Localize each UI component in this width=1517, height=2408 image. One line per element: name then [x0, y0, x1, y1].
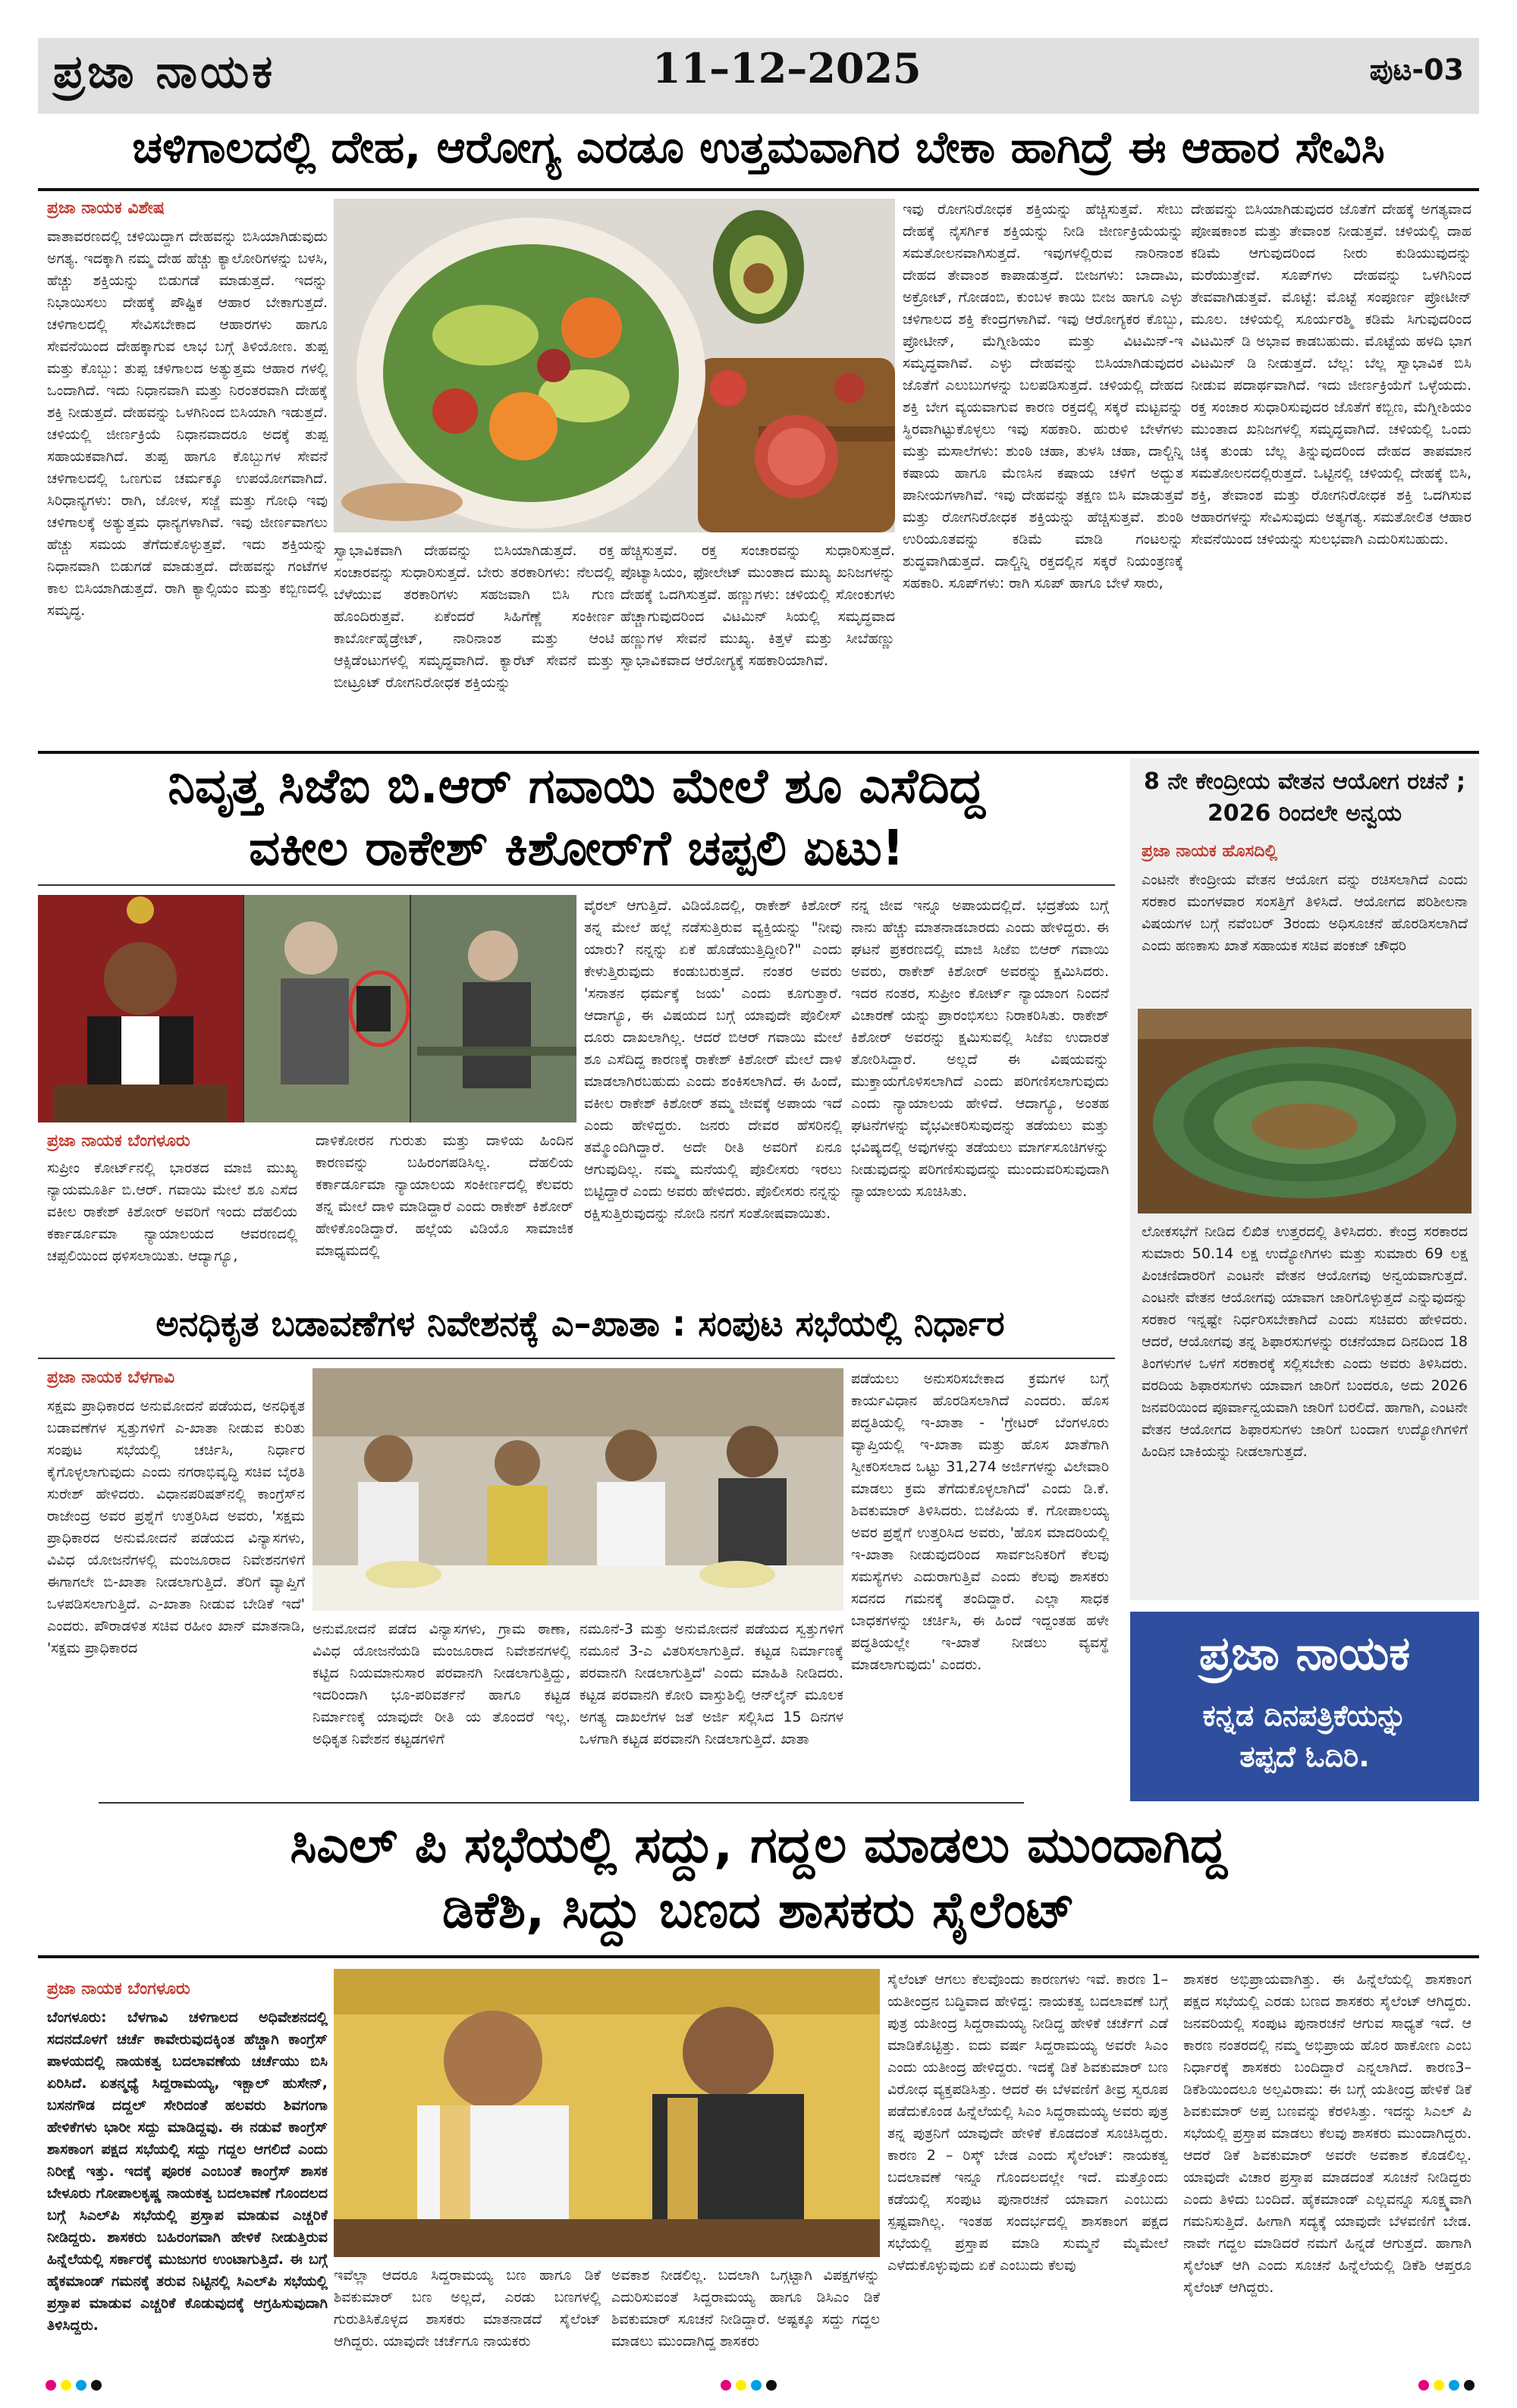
- sidebar-paragraph-1: ಎಂಟನೇ ಕೇಂದ್ರೀಯ ವೇತನ ಆಯೋಗ ವನ್ನು ರಚಿಸಲಾಗಿದೆ ಎಂದು ಸರಕಾರ ಮಂಗಳವಾರ ಸಂಸತ್ತಿಗೆ ತಿಳಿಸಿದೆ. ಆಯೋಗದ ಪರಿಶೀಲನಾ ವಿಷಯಗಳ ಬಗ್ಗೆ ನವೆಂಬರ್ 3ರಂದು ಅಧಿಸೂಚನೆ ಹೊರಡಿಸಲಾಗಿದೆ ಎಂದು ಹಣಕಾಸು ಖಾತೆ ಸಹಾಯಕ ಸಚಿವ ಪಂಕಜ್ ಚೌಧರಿ: [1142, 871, 1468, 954]
- story4-photo-leaders: [334, 1969, 880, 2257]
- story4-headline-line2: ಡಿಕೆಶಿ, ಸಿದ್ದು ಬಣದ ಶಾಸಕರು ಸೈಲೆಂಟ್: [441, 1881, 1075, 1939]
- newspaper-name: ಪ್ರಜಾ ನಾಯಕ: [53, 46, 276, 99]
- story1-column-3: ಹೆಚ್ಚಿಸುತ್ತವೆ. ರಕ್ತ ಸಂಚಾರವನ್ನು ಸುಧಾರಿಸುತ್ತದೆ. ಪೊಟ್ಯಾಸಿಯಂ, ಫೋಲೇಟ್ ಮುಂತಾದ ಮುಖ್ಯ ಖನಿಜಗಳನ್ನು ದೇಹಕ್ಕೆ ಒದಗಿಸುತ್ತವೆ. ಹಣ್ಣುಗಳು: ಚಳಿಯಲ್ಲಿ ಸೋಂಕುಗಳು ಹೆಚ್ಚಾಗುವುದರಿಂದ ವಿಟಮಿನ್ ಸಿಯಲ್ಲಿ ಸಮೃದ್ಧವಾದ ಹಣ್ಣುಗಳ ಸೇವನೆ ಮುಖ್ಯ. ಕಿತ್ತಳೆ ಮತ್ತು ಸೀಬೆಹಣ್ಣು ಸ್ವಾಭಾವಿಕವಾದ ಆರೋಗ್ಯಕ್ಕೆ ಸಹಕಾರಿಯಾಗಿವೆ.: [620, 542, 895, 669]
- story3-column-1: ಸಕ್ಷಮ ಪ್ರಾಧಿಕಾರದ ಅನುಮೋದನೆ ಪಡೆಯದ, ಅನಧಿಕೃತ ಬಡಾವಣೆಗಳ ಸ್ವತ್ತುಗಳಿಗೆ ಎ-ಖಾತಾ ನೀಡುವ ಕುರಿತು ಸಂಪುಟ ಸಭೆಯಲ್ಲಿ ಚರ್ಚಿಸಿ, ನಿರ್ಧಾರ ಕೈಗೊಳ್ಳಲಾಗುವುದು ಎಂದು ನಗರಾಭಿವೃದ್ಧಿ ಸಚಿವ ಬೈರತಿ ಸುರೇಶ್ ಹೇಳಿದರು. ವಿಧಾನಪರಿಷತ್‌ನಲ್ಲಿ ಕಾಂಗ್ರೆಸ್‌ನ ರಾಜೇಂದ್ರ ಅವರ ಪ್ರಶ್ನೆಗೆ ಉತ್ತರಿಸಿದ ಅವರು, 'ಸಕ್ಷಮ ಪ್ರಾಧಿಕಾರದ ಅನುಮೋದನೆ ಪಡೆಯದ ವಿನ್ಯಾಸಗಳು, ವಿವಿಧ ಯೋಜನೆಗಳಲ್ಲಿ ಮಂಜೂರಾದ ನಿವೇಶನಗಳಿಗೆ ಈಗಾಗಲೇ ಬಿ-ಖಾತಾ ನೀಡಲಾಗುತ್ತಿದೆ. ತೆರಿಗೆ ವ್ಯಾಪ್ತಿಗೆ ಒಳಪಡಿಸಲಾಗುತ್ತಿದೆ. ಎ-ಖಾತಾ ನೀಡುವ ಬೇಡಿಕೆ ಇದೆ' ಎಂದರು. ಪೌರಾಡಳಿತ ಸಚಿವ ರಹೀಂ ಖಾನ್ ಮಾತನಾಡಿ, 'ಸಕ್ಷಮ ಪ್ರಾಧಿಕಾರದ: [47, 1398, 305, 1656]
- story3-headline: ಅನಧಿಕೃತ ಬಡಾವಣೆಗಳ ನಿವೇಶನಕ್ಕೆ ಎ–ಖಾತಾ : ಸಂಪುಟ ಸಭೆಯಲ್ಲಿ ನಿರ್ಧಾರ: [155, 1303, 1005, 1344]
- story3-column-2: ಅನುಮೋದನೆ ಪಡೆದ ವಿನ್ಯಾಸಗಳು, ಗ್ರಾಮ ಠಾಣಾ, ವಿವಿಧ ಯೋಜನೆಯಡಿ ಮಂಜೂರಾದ ನಿವೇಶನಗಳಲ್ಲಿ ಕಟ್ಟಿದ ನಿಯಮಾನುಸಾರ ಪರವಾನಗಿ ನೀಡಲಾಗುತ್ತಿದ್ದು, ಇದರಿಂದಾಗಿ ಭೂ-ಪರಿವರ್ತನೆ ಹಾಗೂ ಕಟ್ಟಡ ನಿರ್ಮಾಣಕ್ಕೆ ಯಾವುದೇ ರೀತಿ ಯ ತೊಂದರೆ ಇಲ್ಲ. ಅಧಿಕೃತ ನಿವೇಶನ ಕಟ್ಟಡಗಳಿಗೆ: [313, 1621, 570, 1747]
- promo-title: ಪ್ರಜಾ ನಾಯಕ: [1198, 1625, 1411, 1681]
- story1-column-2: ಸ್ವಾಭಾವಿಕವಾಗಿ ದೇಹವನ್ನು ಬಿಸಿಯಾಗಿಡುತ್ತದೆ. ರಕ್ತ ಸಂಚಾರವನ್ನು ಸುಧಾರಿಸುತ್ತದೆ. ಬೇರು ತರಕಾರಿಗಳು: ನೆಲದಲ್ಲಿ ಬೆಳೆಯುವ ತರಕಾರಿಗಳು ಸಹಜವಾಗಿ ಬಿಸಿ ಗುಣ ಹೊಂದಿರುತ್ತವೆ. ಏಕೆಂದರೆ ಸಿಹಿಗೆಣ್ಣೆ ಸಂಕೀರ್ಣ ಕಾರ್ಬೋಹೈಡ್ರೇಟ್, ನಾರಿನಾಂಶ ಮತ್ತು ಆಂಟಿ ಆಕ್ಸಿಡೆಂಟುಗಳಲ್ಲಿ ಸಮೃದ್ಧವಾಗಿದೆ. ಕ್ಯಾರೆಟ್ ಸೇವನೆ ಮತ್ತು ಬೀಟ್ರೂಟ್ ರೋಗನಿರೋಧಕ ಶಕ್ತಿಯನ್ನು: [334, 542, 614, 691]
- divider: [99, 1802, 1024, 1804]
- story1-column-5: ದೇಹವನ್ನು ಬಿಸಿಯಾಗಿಡುವುದರ ಜೊತೆಗೆ ದೇಹಕ್ಕೆ ಅಗತ್ಯವಾದ ಪೋಷಕಾಂಶ ಮತ್ತು ತೇವಾಂಶ ನೀಡುತ್ತವೆ. ಚಳಿಯಲ್ಲಿ ದಾಹ ಕಡಿಮೆ ಆಗುವುದರಿಂದ ನೀರು ಕುಡಿಯುವುದನ್ನು ಮರೆಯುತ್ತೇವೆ. ಸೂಪ್‌ಗಳು ದೇಹವನ್ನು ಒಳಗಿನಿಂದ ತೇವವಾಗಿಡುತ್ತವೆ. ಮೊಟ್ಟೆ: ಮೊಟ್ಟೆ ಸಂಪೂರ್ಣ ಪ್ರೋಟೀನ್ ಮೂಲ. ಚಳಿಯಲ್ಲಿ ಸೂರ್ಯರಶ್ಮಿ ಕಡಿಮೆ ಸಿಗುವುದರಿಂದ ವಿಟಮಿನ್ ಡಿ ಅಭಾವ ಕಾಡಬಹುದು. ಮೊಟ್ಟೆಯ ಹಳದಿ ಭಾಗ ವಿಟಮಿನ್ ಡಿ ನೀಡುತ್ತದೆ. ಬೆಲ್ಲ: ಬೆಲ್ಲ ಸ್ವಾಭಾವಿಕ ಬಿಸಿ ನೀಡುವ ಪದಾರ್ಥವಾಗಿದೆ. ಇದು ಜೀರ್ಣಕ್ರಿಯೆಗೆ ಒಳ್ಳೆಯದು. ರಕ್ತ ಸಂಚಾರ ಸುಧಾರಿಸುವುದರ ಜೊತೆಗೆ ಕಬ್ಬಿಣ, ಮೆಗ್ನೀಶಿಯಂ ಮುಂತಾದ ಖನಿಜಗಳಲ್ಲಿ ಸಮೃದ್ಧವಾಗಿದೆ. ಚಳಿಯಲ್ಲಿ ಒಂದು ಚಿಕ್ಕ ತುಂಡು ಬೆಲ್ಲ ತಿನ್ನುವುದರಿಂದ ದೇಹದ ತಾಪಮಾನ ಸಮತೋಲನದಲ್ಲಿರುತ್ತದೆ. ಒಟ್ಟಿನಲ್ಲಿ ಚಳಿಯಲ್ಲಿ ದೇಹಕ್ಕೆ ಬಿಸಿ, ಶಕ್ತಿ, ತೇವಾಂಶ ಮತ್ತು ರೋಗನಿರೋಧಕ ಶಕ್ತಿ ಒದಗಿಸುವ ಆಹಾರಗಳನ್ನು ಸೇವಿಸುವುದು ಅತ್ಯಗತ್ಯ. ಸಮತೋಲಿತ ಆಹಾರ ಸೇವನೆಯಿಂದ ಚಳಿಯನ್ನು ಸುಲಭವಾಗಿ ಎದುರಿಸಬಹುದು.: [1191, 201, 1471, 548]
- masthead: [38, 38, 1479, 114]
- story4-column-4: ಸೈಲೆಂಟ್ ಆಗಲು ಕೆಲವೊಂದು ಕಾರಣಗಳು ಇವೆ. ಕಾರಣ 1– ಯತೀಂದ್ರನ ಬದ್ಧಿವಾದ ಹೇಳಿದ್ದ: ನಾಯಕತ್ವ ಬದಲಾವಣೆ ಬಗ್ಗೆ ಪುತ್ರ ಯತೀಂದ್ರ ಸಿದ್ದರಾಮಯ್ಯ ನೀಡಿದ್ದ ಹೇಳಿಕೆ ಚರ್ಚೆಗೆ ಎಡೆ ಮಾಡಿಕೊಟ್ಟಿತ್ತು. ಐದು ವರ್ಷ ಸಿದ್ದರಾಮಯ್ಯ ಅವರೇ ಸಿಎಂ ಎಂದು ಯತೀಂದ್ರ ಹೇಳಿದ್ದರು. ಇದಕ್ಕೆ ಡಿಕೆ ಶಿವಕುಮಾರ್ ಬಣ ವಿರೋಧ ವ್ಯಕ್ತಪಡಿಸಿತ್ತು. ಆದರೆ ಈ ಬೆಳವಣಿಗೆ ತೀವ್ರ ಸ್ವರೂಪ ಪಡೆದುಕೊಂಡ ಹಿನ್ನೆಲೆಯಲ್ಲಿ ಸಿಎಂ ಸಿದ್ದರಾಮಯ್ಯ ಅವರು ಪುತ್ರ ತನ್ನ ಪುತ್ರನಿಗೆ ಯಾವುದೇ ಹೇಳಿಕೆ ಕೊಡದಂತೆ ಸೂಚಿಸಿದ್ದರು. ಕಾರಣ 2 – ರಿಸ್ಕ್ ಬೇಡ ಎಂದು ಸೈಲೆಂಟ್: ನಾಯಕತ್ವ ಬದಲಾವಣೆ ಇನ್ನೂ ಗೊಂದಲದಲ್ಲೇ ಇದೆ. ಮತ್ತೊಂದು ಕಡೆಯಲ್ಲಿ ಸಂಪುಟ ಪುನಾರಚನೆ ಯಾವಾಗ ಎಂಬುದು ಸ್ಪಷ್ಟವಾಗಿಲ್ಲ. ಇಂತಹ ಸಂದರ್ಭದಲ್ಲಿ ಶಾಸಕಾಂಗ ಪಕ್ಷದ ಸಭೆಯಲ್ಲಿ ಪ್ರಸ್ತಾಪ ಮಾಡಿ ಸುಮ್ಮನೆ ಮೈಮೇಲೆ ಎಳೆದುಕೊಳ್ಳುವುದು ಏಕೆ ಎಂಬುದು ಕೆಲವು: [887, 1971, 1168, 2274]
- sidebar-byline: ಪ್ರಜಾ ನಾಯಕ ಹೊಸದಿಲ್ಲಿ: [1142, 842, 1278, 861]
- story2-photo-collage: [38, 895, 576, 1122]
- sidebar-photo-parliament: [1138, 1009, 1471, 1213]
- story1-headline: ಚಳಿಗಾಲದಲ್ಲಿ ದೇಹ, ಆರೋಗ್ಯ ಎರಡೂ ಉತ್ತಮವಾಗಿರ ಬೇಕಾ ಹಾಗಿದ್ರೆ ಈ ಆಹಾರ ಸೇವಿಸಿ: [132, 121, 1385, 173]
- story1-column-4: ಇವು ರೋಗನಿರೋಧಕ ಶಕ್ತಿಯನ್ನು ಹೆಚ್ಚಿಸುತ್ತವೆ. ಸೇಬು ದೇಹಕ್ಕೆ ನೈಸರ್ಗಿಕ ಶಕ್ತಿಯನ್ನು ನೀಡಿ ಜೀರ್ಣಕ್ರಿಯೆಯನ್ನು ಸಮತೋಲನವಾಗಿಸುತ್ತದೆ. ಇವುಗಳಲ್ಲಿರುವ ನಾರಿನಾಂಶ ದೇಹದ ತೇವಾಂಶ ಕಾಪಾಡುತ್ತದೆ. ಬೀಜಗಳು: ಬಾದಾಮಿ, ಅಕ್ರೋಟ್, ಗೋಡಂಬಿ, ಕುಂಬಳ ಕಾಯಿ ಬೀಜ ಹಾಗೂ ಎಳ್ಳು ಚಳಿಗಾಲದ ಶಕ್ತಿ ಕೇಂದ್ರಗಳಾಗಿವೆ. ಇವು ಆರೋಗ್ಯಕರ ಕೊಬ್ಬು, ಪ್ರೋಟೀನ್, ಮೆಗ್ನೀಶಿಯಂ ಮತ್ತು ವಿಟಮಿನ್-ಇ ಸಮೃದ್ಧವಾಗಿವೆ. ಎಳ್ಳು ದೇಹವನ್ನು ಬಿಸಿಯಾಗಿಡುವುದರ ಜೊತೆಗೆ ಎಲುಬುಗಳನ್ನು ಬಲಪಡಿಸುತ್ತದೆ. ಚಳಿಯಲ್ಲಿ ದೇಹದ ಶಕ್ತಿ ಬೇಗ ವ್ಯಯವಾಗುವ ಕಾರಣ ರಕ್ತದಲ್ಲಿ ಸಕ್ಕರೆ ಮಟ್ಟವನ್ನು ಸ್ಥಿರವಾಗಿಟ್ಟುಕೊಳ್ಳಲು ಇವು ಸಹಕಾರಿ. ಹುರುಳಿ ಬೇಳೆಗಳು ಮತ್ತು ಮಸಾಲೆಗಳು: ಶುಂಠಿ ಚಹಾ, ತುಳಸಿ ಚಹಾ, ದಾಲ್ಚಿನ್ನಿ ಕಷಾಯ ಹಾಗೂ ಮೆಣಸಿನ ಕಷಾಯ ಚಳಿಗೆ ಅದ್ಭುತ ಪಾನೀಯಗಳಾಗಿವೆ. ಇವು ದೇಹವನ್ನು ತಕ್ಷಣ ಬಿಸಿ ಮಾಡುತ್ತವೆ ಮತ್ತು ರೋಗನಿರೋಧಕ ಶಕ್ತಿಯನ್ನು ಹೆಚ್ಚಿಸುತ್ತವೆ. ಶುಂಠಿ ಉರಿಯೂತವನ್ನು ಕಡಿಮೆ ಮಾಡಿ ಗಂಟಲನ್ನು ಶುದ್ಧವಾಗಿಡುತ್ತದೆ. ದಾಲ್ಚಿನ್ನಿ ರಕ್ತದಲ್ಲಿನ ಸಕ್ಕರೆ ನಿಯಂತ್ರಣಕ್ಕೆ ಸಹಕಾರಿ. ಸೂಪ್‌ಗಳು: ರಾಗಿ ಸೂಪ್ ಹಾಗೂ ಬೇಳೆ ಸಾರು,: [903, 201, 1183, 592]
- divider: [38, 884, 1115, 886]
- page-number: ಪುಟ-03: [1369, 53, 1464, 86]
- story4-byline: ಪ್ರಜಾ ನಾಯಕ ಬೆಂಗಳೂರು: [47, 1979, 190, 1998]
- story1-byline: ಪ್ರಜಾ ನಾಯಕ ವಿಶೇಷ: [47, 199, 165, 218]
- story3-photo-cabinet: [313, 1368, 843, 1611]
- story4-column-2: ಇವೆಲ್ಲಾ ಆದರೂ ಸಿದ್ದರಾಮಯ್ಯ ಬಣ ಹಾಗೂ ಡಿಕೆ ಶಿವಕುಮಾರ್ ಬಣ ಅಲ್ಲದೆ, ಎರಡು ಬಣಗಳಲ್ಲಿ ಗುರುತಿಸಿಕೊಳ್ಳದ ಶಾಸಕರು ಮಾತನಾಡದೆ ಸೈಲೆಂಟ್ ಆಗಿದ್ದರು. ಯಾವುದೇ ಚರ್ಚೆಗೂ ನಾಯಕರು: [334, 2267, 601, 2350]
- sidebar-headline: 8 ನೇ ಕೇಂದ್ರೀಯ ವೇತನ ಆಯೋಗ ರಚನೆ ; 2026 ರಿಂದಲೇ ಅನ್ವಯ: [1144, 768, 1465, 827]
- story1-column-1: ವಾತಾವರಣದಲ್ಲಿ ಚಳಿಯಿದ್ದಾಗ ದೇಹವನ್ನು ಬಿಸಿಯಾಗಿಡುವುದು ಅಗತ್ಯ. ಇದಕ್ಕಾಗಿ ನಮ್ಮ ದೇಹ ಹೆಚ್ಚು ಕ್ಯಾಲೋರಿಗಳನ್ನು ಬಳಸಿ, ಹೆಚ್ಚು ಶಕ್ತಿಯನ್ನು ಬಿಡುಗಡೆ ಮಾಡುತ್ತದೆ. ಇದನ್ನು ನಿಭಾಯಿಸಲು ದೇಹಕ್ಕೆ ಪೌಷ್ಟಿಕ ಆಹಾರ ಬೇಕಾಗುತ್ತದೆ. ಚಳಿಗಾಲದಲ್ಲಿ ಸೇವಿಸಬೇಕಾದ ಆಹಾರಗಳು ಹಾಗೂ ಸೇವನೆಯಿಂದ ದೇಹಕ್ಕಾಗುವ ಲಾಭ ಬಗ್ಗೆ ತಿಳಿಯೋಣ. ತುಪ್ಪ ಮತ್ತು ಕೊಬ್ಬು: ತುಪ್ಪ ಚಳಿಗಾಲದ ಅತ್ಯುತ್ತಮ ಆಹಾರ ಗಳಲ್ಲಿ ಒಂದಾಗಿದೆ. ಇದು ನಿಧಾನವಾಗಿ ಮತ್ತು ನಿರಂತರವಾಗಿ ದೇಹಕ್ಕೆ ಶಕ್ತಿ ನೀಡುತ್ತದೆ. ದೇಹವನ್ನು ಒಳಗಿನಿಂದ ಬಿಸಿಯಾಗಿ ಇಡುತ್ತದೆ. ಚಳಿಯಲ್ಲಿ ಜೀರ್ಣಕ್ರಿಯೆ ನಿಧಾನವಾದರೂ ಅದಕ್ಕೆ ತುಪ್ಪ ಸಹಾಯಕವಾಗಿದೆ. ತುಪ್ಪ ಹಾಗೂ ಕೊಬ್ಬುಗಳ ಸೇವನೆ ಚಳಿಗಾಲದಲ್ಲಿ ಒಣಗುವ ಚರ್ಮಕ್ಕೂ ಉಪಯೋಗವಾಗಿದೆ. ಸಿರಿಧಾನ್ಯಗಳು: ರಾಗಿ, ಜೋಳ, ಸಜ್ಜೆ ಮತ್ತು ಗೋಧಿ ಇವು ಚಳಿಗಾಲಕ್ಕೆ ಅತ್ಯುತ್ತಮ ಧಾನ್ಯಗಳಾಗಿವೆ. ಇವು ಜೀರ್ಣವಾಗಲು ಹೆಚ್ಚು ಸಮಯ ತೆಗೆದುಕೊಳ್ಳುತ್ತವೆ. ಇದು ಶಕ್ತಿಯನ್ನು ನಿಧಾನವಾಗಿ ಬಿಡುಗಡೆ ಮಾಡುತ್ತದೆ. ದೇಹವನ್ನು ಗಂಟೆಗಳ ಕಾಲ ಬಿಸಿಯಾಗಿಡುತ್ತದೆ. ರಾಗಿ ಕ್ಯಾಲ್ಸಿಯಂ ಮತ್ತು ಕಬ್ಬಿಣದಲ್ಲಿ ಸಮೃದ್ಧ.: [47, 228, 328, 619]
- sidebar-paragraph-2: ಲೋಕಸಭೆಗೆ ನೀಡಿದ ಲಿಖಿತ ಉತ್ತರದಲ್ಲಿ ತಿಳಿಸಿದರು. ಕೇಂದ್ರ ಸರಕಾರದ ಸುಮಾರು 50.14 ಲಕ್ಷ ಉದ್ಯೋಗಿಗಳು ಮತ್ತು ಸುಮಾರು 69 ಲಕ್ಷ ಪಿಂಚಣಿದಾರರಿಗೆ ಎಂಟನೇ ವೇತನ ಆಯೋಗವು ಅನ್ವಯವಾಗುತ್ತದೆ. ಎಂಟನೇ ವೇತನ ಆಯೋಗವು ಯಾವಾಗ ಜಾರಿಗೊಳ್ಳುತ್ತದೆ ಎನ್ನುವುದನ್ನು ಸರಕಾರ ಇನ್ನಷ್ಟೇ ನಿರ್ಧರಿಸಬೇಕಾಗಿದೆ ಎಂದು ಸಚಿವರು ಹೇಳಿದರು. ಆದರೆ, ಆಯೋಗವು ತನ್ನ ಶಿಫಾರಸುಗಳನ್ನು ರಚನೆಯಾದ ದಿನದಿಂದ 18 ತಿಂಗಳುಗಳ ಒಳಗೆ ಸರಕಾರಕ್ಕೆ ಸಲ್ಲಿಸಬೇಕು ಎಂದು ಅವರು ತಿಳಿಸಿದರು. ವರದಿಯ ಶಿಫಾರಸುಗಳು ಯಾವಾಗ ಜಾರಿಗೆ ಬಂದರೂ, ಅದು 2026 ಜನವರಿಯಿಂದ ಪೂರ್ವಾನ್ವಯವಾಗಿ ಜಾರಿಗೆ ಬರಲಿದೆ. ಹಾಗಾಗಿ, ಎಂಟನೇ ವೇತನ ಆಯೋಗದ ಶಿಫಾರಸುಗಳು ಜಾರಿಗೆ ಬಂದಾಗ ಉದ್ಯೋಗಿಗಳಿಗೆ ಹಿಂದಿನ ಬಾಕಿಯನ್ನು ನೀಡಲಾಗುತ್ತದೆ.: [1142, 1223, 1468, 1460]
- divider: [38, 751, 1479, 754]
- promo-box: [1130, 1612, 1479, 1801]
- story3-column-4: ಪಡೆಯಲು ಅನುಸರಿಸಬೇಕಾದ ಕ್ರಮಗಳ ಬಗ್ಗೆ ಕಾರ್ಯವಿಧಾನ ಹೊರಡಿಸಲಾಗಿದೆ ಎಂದರು. ಹೊಸ ಪದ್ಧತಿಯಲ್ಲಿ ಇ-ಖಾತಾ - 'ಗ್ರೇಟರ್ ಬೆಂಗಳೂರು ವ್ಯಾಪ್ತಿಯಲ್ಲಿ ಇ-ಖಾತಾ ಮತ್ತು ಹೊಸ ಖಾತೆಗಾಗಿ ಸ್ವೀಕರಿಸಲಾದ ಒಟ್ಟು 31,274 ಅರ್ಜಿಗಳನ್ನು ವಿಲೇವಾರಿ ಮಾಡಲು ಕ್ರಮ ತೆಗೆದುಕೊಳ್ಳಲಾಗಿದೆ' ಎಂದು ಡಿ.ಕೆ. ಶಿವಕುಮಾರ್ ತಿಳಿಸಿದರು. ಬಿಜೆಪಿಯ ಕೆ. ಗೋಪಾಲಯ್ಯ ಅವರ ಪ್ರಶ್ನೆಗೆ ಉತ್ತರಿಸಿದ ಅವರು, 'ಹೊಸ ಮಾದರಿಯಲ್ಲಿ ಇ-ಖಾತಾ ನೀಡುವುದರಿಂದ ಸಾರ್ವಜನಿಕರಿಗೆ ಕೆಲವು ಸಮಸ್ಯೆಗಳು ಎದುರಾಗುತ್ತಿವೆ ಎಂದು ಕೆಲವು ಶಾಸಕರು ಸದನದ ಗಮನಕ್ಕೆ ತಂದಿದ್ದಾರೆ. ಎಲ್ಲಾ ಸಾಧಕ ಬಾಧಕಗಳನ್ನು ಚರ್ಚಿಸಿ, ಈ ಹಿಂದೆ ಇದ್ದಂತಹ ಹಳೇ ಪದ್ಧತಿಯಲ್ಲೇ ಇ-ಖಾತೆ ನೀಡಲು ವ್ಯವಸ್ಥೆ ಮಾಡಲಾಗುವುದು' ಎಂದರು.: [851, 1370, 1109, 1673]
- promo-line-1: ಕನ್ನಡ ದಿನಪತ್ರಿಕೆಯನ್ನು: [1202, 1699, 1407, 1732]
- story2-column-3: ವೈರಲ್ ಆಗುತ್ತಿದೆ. ವಿಡಿಯೊದಲ್ಲಿ, ರಾಕೇಶ್ ಕಿಶೋರ್ ತನ್ನ ಮೇಲೆ ಹಲ್ಲೆ ನಡೆಸುತ್ತಿರುವ ವ್ಯಕ್ತಿಯನ್ನು "ನೀವು ಯಾರು? ನನ್ನನ್ನು ಏಕೆ ಹೊಡೆಯುತ್ತಿದ್ದೀರಿ?" ಎಂದು ಕೇಳುತ್ತಿರುವುದು ಕಂಡುಬರುತ್ತದೆ. ನಂತರ ಅವರು 'ಸನಾತನ ಧರ್ಮಕ್ಕೆ ಜಯ' ಎಂದು ಕೂಗುತ್ತಾರೆ. ಆದಾಗ್ಯೂ, ಈ ವಿಷಯದ ಬಗ್ಗೆ ಯಾವುದೇ ಪೊಲೀಸ್ ದೂರು ದಾಖಲಾಗಿಲ್ಲ. ಆದರೆ ಬಿಆರ್ ಗವಾಯಿ ಮೇಲೆ ಶೂ ಎಸೆದಿದ್ದ ಕಾರಣಕ್ಕೆ ರಾಕೇಶ್ ಕಿಶೋರ್ ಮೇಲೆ ದಾಳಿ ಮಾಡಲಾಗಿರಬಹುದು ಎಂದು ಶಂಕಿಸಲಾಗಿದೆ. ಈ ಹಿಂದೆ, ವಕೀಲ ರಾಕೇಶ್ ಕಿಶೋರ್ ತಮ್ಮ ಜೀವಕ್ಕೆ ಅಪಾಯ ಇದೆ ಎಂದು ಹೇಳಿದ್ದರು. ಜನರು ದೇವರ ಹೆಸರಿನಲ್ಲಿ ತಮ್ಮೊಂದಿಗಿದ್ದಾರೆ. ಅದೇ ರೀತಿ ಅವರಿಗೆ ಏನೂ ಆಗುವುದಿಲ್ಲ. ನಮ್ಮ ಮನೆಯಲ್ಲಿ ಪೊಲೀಸರು ಇರಲು ಬಿಟ್ಟಿದ್ದಾರೆ ಎಂದು ಅವರು ಹೇಳಿದರು. ಪೊಲೀಸರು ನನ್ನನ್ನು ರಕ್ಷಿಸುತ್ತಿರುವುದನ್ನು ನೋಡಿ ನನಗೆ ಸಂತೋಷವಾಯಿತು.: [584, 897, 842, 1222]
- divider: [38, 1955, 1479, 1958]
- issue-date: 11–12–2025: [652, 44, 922, 93]
- story2-byline: ಪ್ರಜಾ ನಾಯಕ ಬೆಂಗಳೂರು: [47, 1132, 190, 1151]
- story2-column-4: ನನ್ನ ಜೀವ ಇನ್ನೂ ಅಪಾಯದಲ್ಲಿದೆ. ಭದ್ರತೆಯ ಬಗ್ಗೆ ನಾನು ಹೆಚ್ಚು ಮಾತನಾಡಬಾರದು ಎಂದು ಹೇಳಿದ್ದರು. ಈ ಘಟನೆ ಪ್ರಕರಣದಲ್ಲಿ ಮಾಜಿ ಸಿಜೆಐ ಬಿಆರ್ ಗವಾಯಿ ಅವರು, ರಾಕೇಶ್ ಕಿಶೋರ್ ಅವರನ್ನು ಕ್ಷಮಿಸಿದರು. ಇದರ ನಂತರ, ಸುಪ್ರೀಂ ಕೋರ್ಟ್ ನ್ಯಾಯಾಂಗ ನಿಂದನೆ ವಿಚಾರಣೆ ಯನ್ನು ಪ್ರಾರಂಭಿಸಲು ನಿರಾಕರಿಸಿತು. ರಾಕೇಶ್ ಕಿಶೋರ್ ಅವರನ್ನು ಕ್ಷಮಿಸುವಲ್ಲಿ ಸಿಜೆಐ ಉದಾರತೆ ತೋರಿಸಿದ್ದಾರೆ. ಅಲ್ಲದೆ ಈ ವಿಷಯವನ್ನು ಮುಕ್ತಾಯಗೊಳಿಸಲಾಗಿದೆ ಎಂದು ಪರಿಗಣಿಸಲಾಗುವುದು ಎಂದು ನ್ಯಾಯಾಲಯ ಹೇಳಿದೆ. ಆದಾಗ್ಯೂ, ಅಂತಹ ಘಟನೆಗಳನ್ನು ವೈಭವೀಕರಿಸುವುದನ್ನು ತಡೆಯಲು ಮತ್ತು ಭವಿಷ್ಯದಲ್ಲಿ ಅವುಗಳನ್ನು ತಡೆಯಲು ಮಾರ್ಗಸೂಚಿಗಳನ್ನು ನೀಡುವುದನ್ನು ಪರಿಗಣಿಸುವುದನ್ನು ಮುಂದುವರಿಸುವುದಾಗಿ ನ್ಯಾಯಾಲಯ ಸೂಚಿಸಿತು.: [851, 897, 1109, 1200]
- story4-column-1: ಬೆಂಗಳೂರು: ಬೆಳಗಾವಿ ಚಳಿಗಾಲದ ಅಧಿವೇಶನದಲ್ಲಿ ಸದನದೊಳಗೆ ಚರ್ಚೆ ಕಾವೇರುವುದಕ್ಕಿಂತ ಹೆಚ್ಚಾಗಿ ಕಾಂಗ್ರೆಸ್ ಪಾಳಯದಲ್ಲಿ ನಾಯಕತ್ವ ಬದಲಾವಣೆಯ ಚರ್ಚೆಯು ಬಿಸಿ ಏರಿಸಿದೆ. ಏತನ್ಮಧ್ಯೆ ಸಿದ್ದರಾಮಯ್ಯ, ಇಕ್ಬಾಲ್ ಹುಸೇನ್, ಬಸನಗೌಡ ದದ್ದಲ್ ಸೇರಿದಂತೆ ಹಲವರು ಶಿವಗಂಗಾ ಹೇಳಿಕೆಗಳು ಭಾರೀ ಸದ್ದು ಮಾಡಿದ್ದವು. ಈ ನಡುವೆ ಕಾಂಗ್ರೆಸ್ ಶಾಸಕಾಂಗ ಪಕ್ಷದ ಸಭೆಯಲ್ಲಿ ಸದ್ದು ಗದ್ದಲ ಆಗಲಿದೆ ಎಂದು ನಿರೀಕ್ಷೆ ಇತ್ತು. ಇದಕ್ಕೆ ಪೂರಕ ಎಂಬಂತೆ ಕಾಂಗ್ರೆಸ್ ಶಾಸಕ ಬೇಳೂರು ಗೋಪಾಲಕೃಷ್ಣ ನಾಯಕತ್ವ ಬದಲಾವಣೆ ಗೊಂದಲದ ಬಗ್ಗೆ ಸಿಎಲ್‌ಪಿ ಸಭೆಯಲ್ಲಿ ಪ್ರಸ್ತಾಪ ಮಾಡುವ ಎಚ್ಚರಿಕೆ ನೀಡಿದ್ದರು. ಶಾಸಕರು ಬಹಿರಂಗವಾಗಿ ಹೇಳಿಕೆ ನೀಡುತ್ತಿರುವ ಹಿನ್ನೆಲೆಯಲ್ಲಿ ಸರ್ಕಾರಕ್ಕೆ ಮುಜುಗರ ಉಂಟಾಗುತ್ತಿದೆ. ಈ ಬಗ್ಗೆ ಹೈಕಮಾಂಡ್ ಗಮನಕ್ಕೆ ತರುವ ನಿಟ್ಟಿನಲ್ಲಿ ಸಿಎಲ್‌ಪಿ ಸಭೆಯಲ್ಲಿ ಪ್ರಸ್ತಾಪ ಮಾಡುವ ಎಚ್ಚರಿಕೆ ಕೊಡುವುದಕ್ಕೆ ಆಗ್ರಹಿಸುವುದಾಗಿ ತಿಳಿಸಿದ್ದರು.: [47, 2009, 328, 2334]
- story3-column-3: ನಮೂನೆ-3 ಮತ್ತು ಅನುಮೋದನೆ ಪಡೆಯದ ಸ್ವತ್ತುಗಳಿಗೆ ನಮೂನೆ 3-ಎ ವಿತರಿಸಲಾಗುತ್ತಿದೆ. ಕಟ್ಟಡ ನಿರ್ಮಾಣಕ್ಕೆ ಪರವಾನಗಿ ನೀಡಲಾಗುತ್ತಿದೆ' ಎಂದು ಮಾಹಿತಿ ನೀಡಿದರು. ಕಟ್ಟಡ ಪರವಾನಗಿ ಕೋರಿ ವಾಸ್ತುಶಿಲ್ಪಿ ಆನ್‌ಲೈನ್ ಮೂಲಕ ಅಗತ್ಯ ದಾಖಲೆಗಳ ಜತೆ ಅರ್ಜಿ ಸಲ್ಲಿಸಿದ 15 ದಿನಗಳ ಒಳಗಾಗಿ ಕಟ್ಟಡ ಪರವಾನಗಿ ನೀಡಲಾಗುತ್ತಿದೆ. ಖಾತಾ: [579, 1621, 843, 1747]
- promo-line-2: ತಪ್ಪದೆ ಓದಿರಿ.: [1239, 1740, 1370, 1773]
- story2-headline-line2: ವಕೀಲ ರಾಕೇಶ್ ಕಿಶೋರ್‌ಗೆ ಚಪ್ಪಲಿ ಏಟು!: [249, 821, 904, 877]
- story4-headline-line1: ಸಿಎಲ್ ಪಿ ಸಭೆಯಲ್ಲಿ ಸದ್ದು, ಗದ್ದಲ ಮಾಡಲು ಮುಂದಾಗಿದ್ದ: [290, 1816, 1227, 1874]
- divider: [38, 1358, 1115, 1359]
- story2-column-2: ದಾಳಿಕೋರನ ಗುರುತು ಮತ್ತು ದಾಳಿಯ ಹಿಂದಿನ ಕಾರಣವನ್ನು ಬಹಿರಂಗಪಡಿಸಿಲ್ಲ. ದೆಹಲಿಯ ಕರ್ಕಾರ್ಡೂಮಾ ನ್ಯಾಯಾಲಯ ಸಂಕೀರ್ಣದಲ್ಲಿ ಕೆಲವರು ತನ್ನ ಮೇಲೆ ದಾಳಿ ಮಾಡಿದ್ದಾರೆ ಎಂದು ರಾಕೇಶ್ ಕಿಶೋರ್ ಹೇಳಿಕೊಂಡಿದ್ದಾರೆ. ಹಲ್ಲೆಯ ವಿಡಿಯೊ ಸಾಮಾಜಿಕ ಮಾಧ್ಯಮದಲ್ಲಿ: [316, 1132, 573, 1259]
- story2-headline-line1: ನಿವೃತ್ತ ಸಿಜೆಐ ಬಿ.ಆರ್ ಗವಾಯಿ ಮೇಲೆ ಶೂ ಎಸೆದಿದ್ದ: [168, 758, 985, 815]
- story3-byline: ಪ್ರಜಾ ನಾಯಕ ಬೆಳಗಾವಿ: [47, 1368, 175, 1387]
- story4-column-5: ಶಾಸಕರ ಅಭಿಪ್ರಾಯವಾಗಿತ್ತು. ಈ ಹಿನ್ನೆಲೆಯಲ್ಲಿ ಶಾಸಕಾಂಗ ಪಕ್ಷದ ಸಭೆಯಲ್ಲಿ ಎರಡು ಬಣದ ಶಾಸಕರು ಸೈಲೆಂಟ್ ಆಗಿದ್ದರು. ಜನವರಿಯಲ್ಲಿ ಸಂಪುಟ ಪುನಾರಚನೆ ಆಗುವ ಸಾಧ್ಯತೆ ಇದೆ. ಆ ಕಾರಣ ನಂತರದಲ್ಲಿ ನಮ್ಮ ಅಭಿಪ್ರಾಯ ಹೊರ ಹಾಕೋಣ ಎಂಬ ನಿರ್ಧಾರಕ್ಕೆ ಶಾಸಕರು ಬಂದಿದ್ದಾರೆ ಎನ್ನಲಾಗಿದೆ. ಕಾರಣ3– ಡಿಕೆಶಿಯಿಂದಲೂ ಅಲ್ಪವಿರಾಮ: ಈ ಬಗ್ಗೆ ಯತೀಂದ್ರ ಹೇಳಿಕೆ ಡಿಕೆ ಶಿವಕುಮಾರ್ ಅಪ್ತ ಬಣವನ್ನು ಕೆರಳಿಸಿತ್ತು. ಇದನ್ನು ಸಿಎಲ್ ಪಿ ಸಭೆಯಲ್ಲಿ ಪ್ರಸ್ತಾಪ ಮಾಡಲು ಕೆಲವು ಶಾಸಕರು ಮುಂದಾಗಿದ್ದರು. ಆದರೆ ಡಿಕೆ ಶಿವಕುಮಾರ್ ಅವರೇ ಅವಕಾಶ ಕೊಡಲಿಲ್ಲ. ಯಾವುದೇ ವಿಚಾರ ಪ್ರಸ್ತಾಪ ಮಾಡದಂತೆ ಸೂಚನೆ ನೀಡಿದ್ದರು ಎಂದು ತಿಳಿದು ಬಂದಿದೆ. ಹೈಕಮಾಂಡ್ ಎಲ್ಲವನ್ನೂ ಸೂಕ್ಷ್ಮವಾಗಿ ಗಮನಿಸುತ್ತಿದೆ. ಹೀಗಾಗಿ ಸದ್ಯಕ್ಕೆ ಯಾವುದೇ ಬೆಳವಣಿಗೆ ಬೇಡ. ನಾವೇ ಗದ್ದಲ ಮಾಡಿದರೆ ನಮಗೆ ಹಿನ್ನಡೆ ಆಗುತ್ತದೆ. ಹಾಗಾಗಿ ಸೈಲೆಂಟ್ ಆಗಿ ಎಂದು ಸೂಚನೆ ಹಿನ್ನೆಲೆಯಲ್ಲಿ ಡಿಕೆಶಿ ಆಪ್ತರೂ ಸೈಲೆಂಟ್ ಆಗಿದ್ದರು.: [1183, 1971, 1471, 2296]
- story2-column-1: ಸುಪ್ರೀಂ ಕೋರ್ಟ್‌ನಲ್ಲಿ ಭಾರತದ ಮಾಜಿ ಮುಖ್ಯ ನ್ಯಾಯಮೂರ್ತಿ ಬಿ.ಆರ್. ಗವಾಯಿ ಮೇಲೆ ಶೂ ಎಸೆದ ವಕೀಲ ರಾಕೇಶ್ ಕಿಶೋರ್ ಅವರಿಗೆ ಇಂದು ದೆಹಲಿಯ ಕರ್ಕಾರ್ಡೂಮಾ ನ್ಯಾಯಾಲಯದ ಆವರಣದಲ್ಲಿ ಚಪ್ಪಲಿಯಿಂದ ಥಳಿಸಲಾಯಿತು. ಆದ್ಯಾಗ್ಯೂ,: [47, 1160, 297, 1264]
- registration-marks-left: [46, 2380, 102, 2391]
- divider: [38, 188, 1479, 191]
- registration-marks-center: [721, 2380, 777, 2391]
- story1-photo-salad: [334, 199, 895, 532]
- registration-marks-right: [1418, 2380, 1475, 2391]
- story4-column-3: ಅವಕಾಶ ನೀಡಲಿಲ್ಲ. ಬದಲಾಗಿ ಒಗ್ಗಟ್ಟಾಗಿ ವಿಪಕ್ಷಗಳನ್ನು ಎದುರಿಸುವಂತೆ ಸಿದ್ದರಾಮಯ್ಯ ಹಾಗೂ ಡಿಸಿಎಂ ಡಿಕೆ ಶಿವಕುಮಾರ್ ಸೂಚನೆ ನೀಡಿದ್ದಾರೆ. ಅಷ್ಟಕ್ಕೂ ಸದ್ದು ಗದ್ದಲ ಮಾಡಲು ಮುಂದಾಗಿದ್ದ ಶಾಸಕರು: [611, 2267, 880, 2350]
